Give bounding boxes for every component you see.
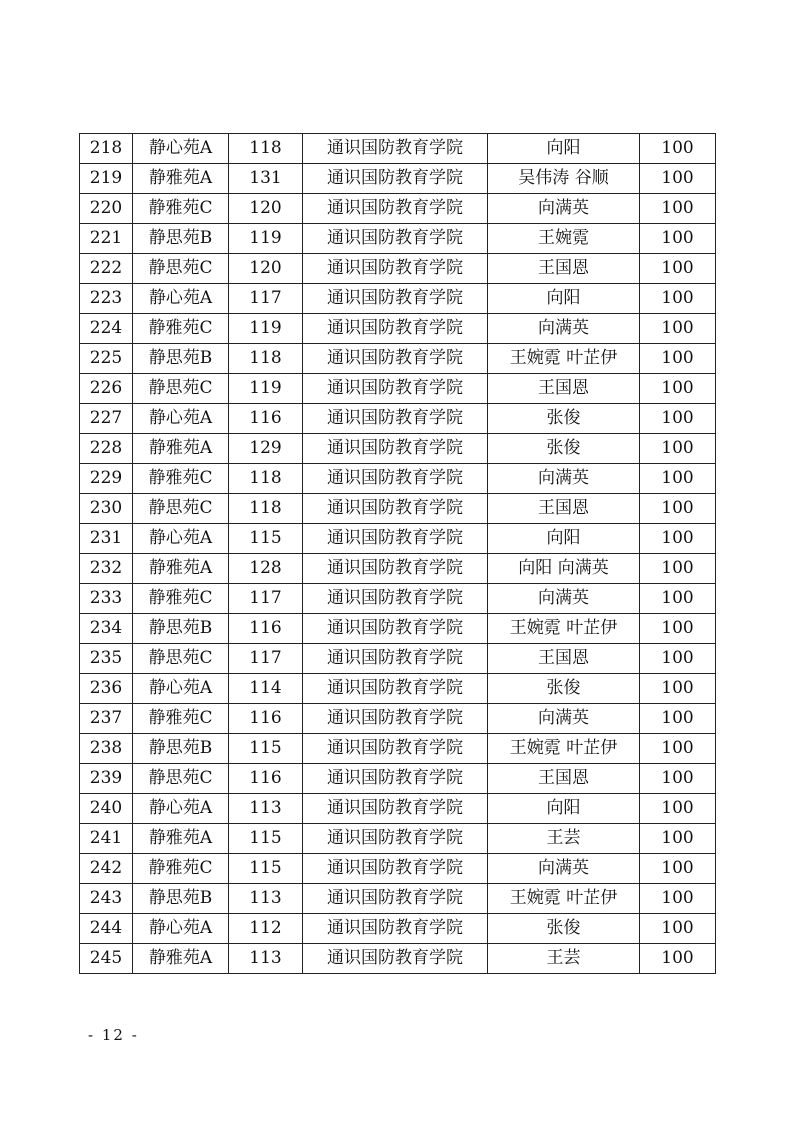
score-cell: 100 [640,224,716,254]
row-index-cell: 243 [80,884,133,914]
building-cell: 静心苑A [133,284,229,314]
room-cell: 131 [229,164,303,194]
score-cell: 100 [640,644,716,674]
college-cell: 通识国防教育学院 [303,944,488,974]
counselor-cell: 向阳 [488,794,640,824]
building-cell: 静雅苑A [133,164,229,194]
room-cell: 119 [229,314,303,344]
counselor-cell: 向阳 [488,284,640,314]
building-cell: 静雅苑C [133,314,229,344]
row-index-cell: 223 [80,284,133,314]
table-row [80,824,716,854]
room-cell: 117 [229,644,303,674]
college-cell: 通识国防教育学院 [303,374,488,404]
college-cell: 通识国防教育学院 [303,314,488,344]
table-row [80,884,716,914]
row-index-cell: 237 [80,704,133,734]
building-cell: 静雅苑C [133,464,229,494]
room-cell: 118 [229,464,303,494]
room-cell: 114 [229,674,303,704]
counselor-cell: 向满英 [488,194,640,224]
score-cell: 100 [640,314,716,344]
building-cell: 静思苑B [133,734,229,764]
college-cell: 通识国防教育学院 [303,404,488,434]
table-row [80,374,716,404]
counselor-cell: 王婉霓 叶芷伊 [488,884,640,914]
room-cell: 112 [229,914,303,944]
row-index-cell: 227 [80,404,133,434]
room-cell: 113 [229,944,303,974]
room-cell: 118 [229,344,303,374]
counselor-cell: 王国恩 [488,494,640,524]
score-cell: 100 [640,824,716,854]
row-index-cell: 234 [80,614,133,644]
room-cell: 116 [229,764,303,794]
counselor-cell: 向满英 [488,584,640,614]
building-cell: 静心苑A [133,404,229,434]
building-cell: 静心苑A [133,674,229,704]
row-index-cell: 232 [80,554,133,584]
score-cell: 100 [640,764,716,794]
table-row [80,704,716,734]
score-cell: 100 [640,734,716,764]
row-index-cell: 239 [80,764,133,794]
building-cell: 静雅苑A [133,554,229,584]
score-cell: 100 [640,434,716,464]
table-row [80,194,716,224]
college-cell: 通识国防教育学院 [303,914,488,944]
score-cell: 100 [640,944,716,974]
college-cell: 通识国防教育学院 [303,434,488,464]
counselor-cell: 王婉霓 叶芷伊 [488,614,640,644]
table-row [80,644,716,674]
building-cell: 静雅苑C [133,194,229,224]
counselor-cell: 向满英 [488,314,640,344]
counselor-cell: 张俊 [488,434,640,464]
score-cell: 100 [640,584,716,614]
table-row [80,254,716,284]
table-row [80,614,716,644]
college-cell: 通识国防教育学院 [303,764,488,794]
counselor-cell: 向满英 [488,704,640,734]
score-cell: 100 [640,854,716,884]
table-row [80,164,716,194]
table-row [80,914,716,944]
score-cell: 100 [640,614,716,644]
counselor-cell: 向阳 [488,524,640,554]
row-index-cell: 241 [80,824,133,854]
building-cell: 静雅苑C [133,584,229,614]
page-number: - 12 - [88,1026,139,1044]
college-cell: 通识国防教育学院 [303,134,488,164]
building-cell: 静思苑B [133,344,229,374]
building-cell: 静雅苑A [133,824,229,854]
score-cell: 100 [640,704,716,734]
score-cell: 100 [640,524,716,554]
row-index-cell: 229 [80,464,133,494]
table-row [80,314,716,344]
table-row [80,584,716,614]
row-index-cell: 219 [80,164,133,194]
counselor-cell: 张俊 [488,404,640,434]
table-row [80,284,716,314]
room-cell: 115 [229,854,303,884]
room-cell: 128 [229,554,303,584]
table-row [80,524,716,554]
college-cell: 通识国防教育学院 [303,884,488,914]
score-cell: 100 [640,284,716,314]
table-row [80,734,716,764]
score-cell: 100 [640,374,716,404]
college-cell: 通识国防教育学院 [303,464,488,494]
table-row [80,944,716,974]
building-cell: 静雅苑C [133,704,229,734]
room-cell: 118 [229,494,303,524]
building-cell: 静思苑B [133,884,229,914]
building-cell: 静思苑C [133,254,229,284]
counselor-cell: 王芸 [488,824,640,854]
counselor-cell: 王婉霓 [488,224,640,254]
table-row [80,344,716,374]
building-cell: 静心苑A [133,914,229,944]
row-index-cell: 228 [80,434,133,464]
row-index-cell: 220 [80,194,133,224]
building-cell: 静思苑B [133,614,229,644]
row-index-cell: 238 [80,734,133,764]
counselor-cell: 吴伟涛 谷顺 [488,164,640,194]
room-cell: 120 [229,194,303,224]
table-row [80,674,716,704]
row-index-cell: 231 [80,524,133,554]
score-cell: 100 [640,914,716,944]
score-cell: 100 [640,884,716,914]
college-cell: 通识国防教育学院 [303,794,488,824]
college-cell: 通识国防教育学院 [303,224,488,254]
row-index-cell: 233 [80,584,133,614]
room-cell: 120 [229,254,303,284]
score-cell: 100 [640,254,716,284]
row-index-cell: 225 [80,344,133,374]
building-cell: 静思苑C [133,374,229,404]
table-row [80,134,716,164]
college-cell: 通识国防教育学院 [303,734,488,764]
row-index-cell: 230 [80,494,133,524]
building-cell: 静雅苑C [133,854,229,884]
score-cell: 100 [640,344,716,374]
counselor-cell: 向满英 [488,854,640,884]
table-row [80,464,716,494]
building-cell: 静思苑C [133,494,229,524]
table-row [80,404,716,434]
room-cell: 113 [229,794,303,824]
room-cell: 115 [229,734,303,764]
college-cell: 通识国防教育学院 [303,824,488,854]
row-index-cell: 222 [80,254,133,284]
row-index-cell: 221 [80,224,133,254]
table-row [80,554,716,584]
college-cell: 通识国防教育学院 [303,854,488,884]
table-row [80,764,716,794]
college-cell: 通识国防教育学院 [303,344,488,374]
counselor-cell: 王国恩 [488,254,640,284]
building-cell: 静思苑B [133,224,229,254]
score-cell: 100 [640,554,716,584]
college-cell: 通识国防教育学院 [303,554,488,584]
row-index-cell: 245 [80,944,133,974]
score-cell: 100 [640,494,716,524]
dormitory-score-table [79,133,716,974]
table-row [80,854,716,884]
counselor-cell: 王国恩 [488,644,640,674]
score-cell: 100 [640,134,716,164]
college-cell: 通识国防教育学院 [303,164,488,194]
room-cell: 113 [229,884,303,914]
college-cell: 通识国防教育学院 [303,644,488,674]
score-cell: 100 [640,194,716,224]
college-cell: 通识国防教育学院 [303,284,488,314]
room-cell: 116 [229,614,303,644]
college-cell: 通识国防教育学院 [303,194,488,224]
counselor-cell: 向满英 [488,464,640,494]
room-cell: 119 [229,374,303,404]
building-cell: 静心苑A [133,524,229,554]
row-index-cell: 242 [80,854,133,884]
room-cell: 116 [229,404,303,434]
counselor-cell: 王芸 [488,944,640,974]
score-cell: 100 [640,674,716,704]
counselor-cell: 向阳 [488,134,640,164]
room-cell: 116 [229,704,303,734]
room-cell: 117 [229,584,303,614]
college-cell: 通识国防教育学院 [303,584,488,614]
table-row [80,434,716,464]
room-cell: 115 [229,824,303,854]
score-cell: 100 [640,404,716,434]
counselor-cell: 张俊 [488,674,640,704]
table-body [80,134,716,974]
building-cell: 静雅苑A [133,434,229,464]
score-cell: 100 [640,794,716,824]
counselor-cell: 王婉霓 叶芷伊 [488,734,640,764]
counselor-cell: 张俊 [488,914,640,944]
row-index-cell: 235 [80,644,133,674]
college-cell: 通识国防教育学院 [303,524,488,554]
row-index-cell: 218 [80,134,133,164]
counselor-cell: 向阳 向满英 [488,554,640,584]
college-cell: 通识国防教育学院 [303,704,488,734]
row-index-cell: 236 [80,674,133,704]
row-index-cell: 244 [80,914,133,944]
table-row [80,224,716,254]
row-index-cell: 226 [80,374,133,404]
score-cell: 100 [640,164,716,194]
college-cell: 通识国防教育学院 [303,614,488,644]
building-cell: 静心苑A [133,134,229,164]
room-cell: 117 [229,284,303,314]
room-cell: 118 [229,134,303,164]
building-cell: 静心苑A [133,794,229,824]
college-cell: 通识国防教育学院 [303,674,488,704]
counselor-cell: 王国恩 [488,764,640,794]
row-index-cell: 240 [80,794,133,824]
counselor-cell: 王国恩 [488,374,640,404]
college-cell: 通识国防教育学院 [303,494,488,524]
building-cell: 静思苑C [133,764,229,794]
row-index-cell: 224 [80,314,133,344]
table-row [80,794,716,824]
building-cell: 静思苑C [133,644,229,674]
room-cell: 119 [229,224,303,254]
room-cell: 129 [229,434,303,464]
room-cell: 115 [229,524,303,554]
score-cell: 100 [640,464,716,494]
table-row [80,494,716,524]
building-cell: 静雅苑A [133,944,229,974]
counselor-cell: 王婉霓 叶芷伊 [488,344,640,374]
college-cell: 通识国防教育学院 [303,254,488,284]
